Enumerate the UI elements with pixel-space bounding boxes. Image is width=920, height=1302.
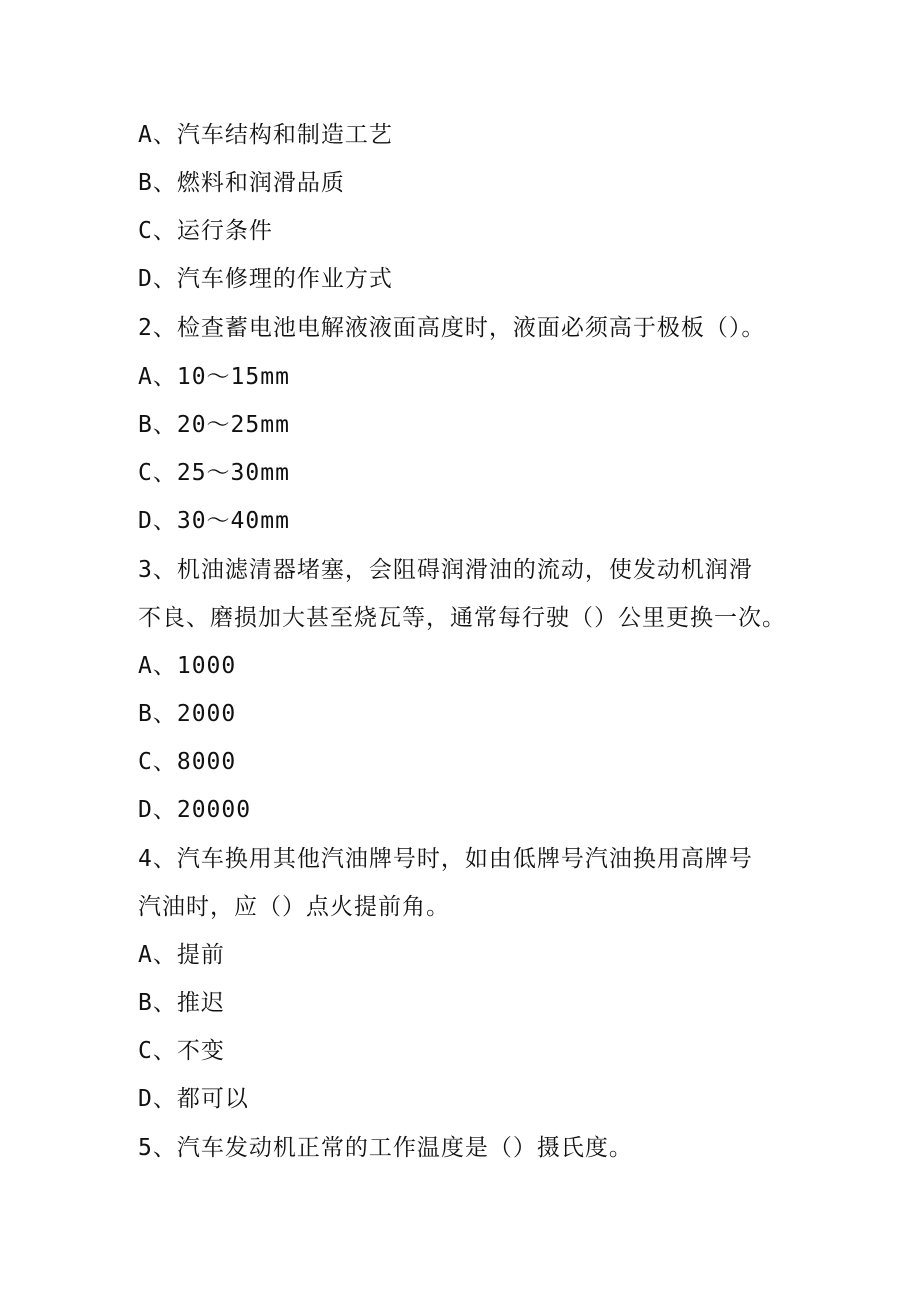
option-line: B、20～25mm [138,412,290,438]
option-line: C、不变 [138,1038,225,1064]
option-line: D、30～40mm [138,508,290,534]
option-line: C、运行条件 [138,218,273,244]
option-line: D、汽车修理的作业方式 [138,266,393,292]
question-line: 5、汽车发动机正常的工作温度是（）摄氏度。 [138,1135,633,1161]
question-line: 4、汽车换用其他汽油牌号时，如由低牌号汽油换用高牌号 [138,846,753,872]
question-line: 不良、磨损加大甚至烧瓦等，通常每行驶（）公里更换一次。 [138,605,786,631]
option-line: D、都可以 [138,1086,249,1112]
option-line: B、燃料和润滑品质 [138,170,345,196]
option-line: A、1000 [138,653,237,679]
option-line: B、推迟 [138,990,225,1016]
question-line: 汽油时，应（）点火提前角。 [138,894,450,920]
question-line: 3、机油滤清器堵塞，会阻碍润滑油的流动，使发动机润滑 [138,557,753,583]
option-line: C、25～30mm [138,460,290,486]
option-line: B、2000 [138,701,237,727]
option-line: A、提前 [138,942,225,968]
question-line: 2、检查蓄电池电解液液面高度时，液面必须高于极板（）。 [138,315,766,341]
option-line: A、10～15mm [138,364,290,390]
option-line: C、8000 [138,749,237,775]
option-line: D、20000 [138,797,252,823]
option-line: A、汽车结构和制造工艺 [138,122,393,148]
